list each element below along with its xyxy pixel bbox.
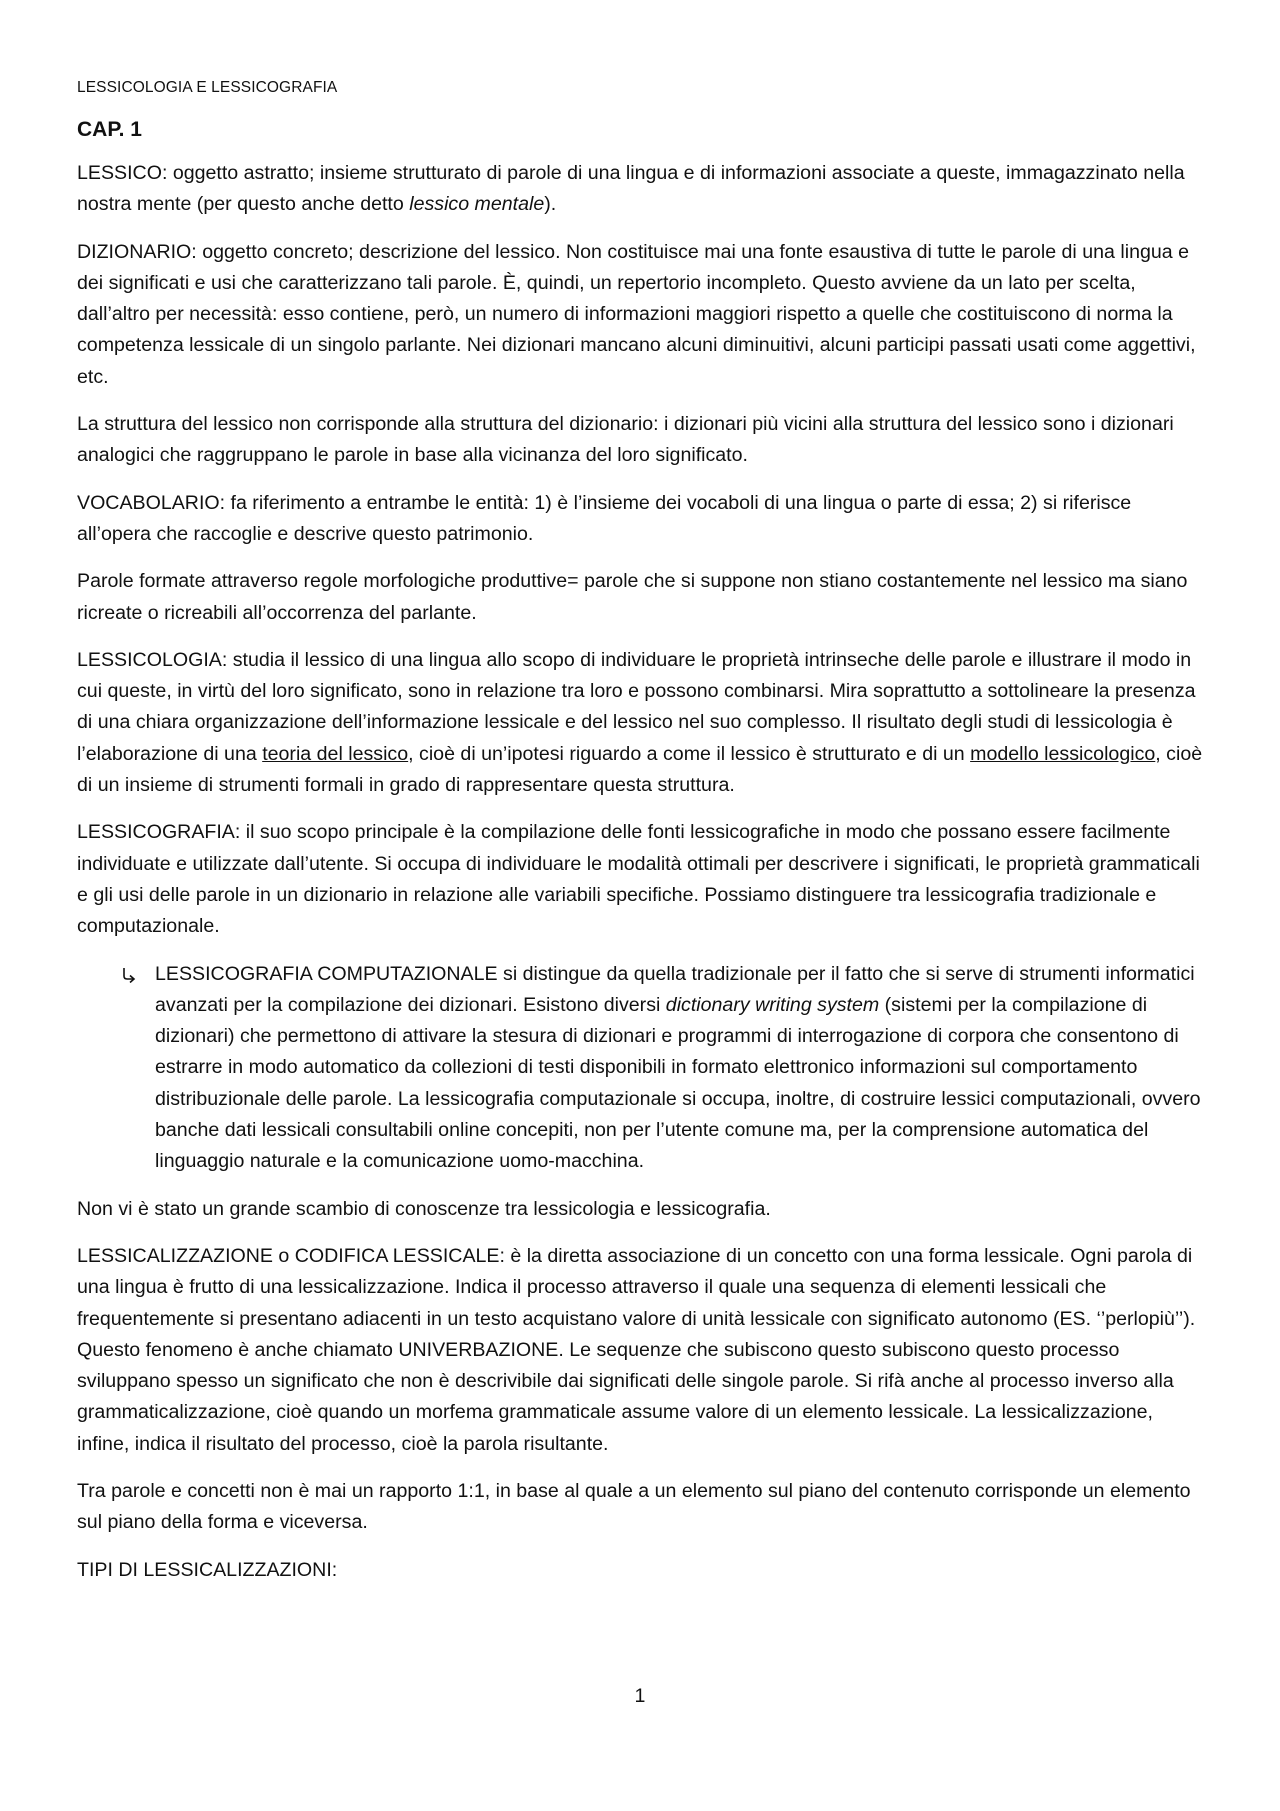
paragraph-rapporto: Tra parole e concetti non è mai un rapporto 1:1, in base al quale a un elemento sul piano del contenuto corrisponde un elemento sul piano della forma e viceversa. <box>77 1479 1191 1534</box>
page-number: 1 <box>634 1685 646 1707</box>
bullet-text <box>155 959 1205 1178</box>
paragraph-text: , cioè di un insieme di strumenti formali in grado di rappresentare questa struttura. <box>77 742 1203 797</box>
paragraph-struttura: La struttura del lessico non corrisponde alla struttura del dizionario: i dizionari più vicini alla struttura del lessico sono i dizionari analogici che raggruppano le parole in base alla vicinanza del loro significato. <box>77 413 1174 467</box>
paragraph-scambio: Non vi è stato un grande scambio di conoscenze tra lessicologia e lessicografia. <box>77 1197 771 1220</box>
paragraph-lessicalizzazione: LESSICALIZZAZIONE o CODIFICA LESSICALE: è la diretta associazione di un concetto con una forma lessicale. Ogni parola di una lingua è frutto di una lessicalizzazione. Indica il processo attraverso il quale una sequenza di elementi lessicali che frequentemente si presentano adiacenti in un testo acquistano valore di unità lessicale con significato autonomo (ES. ‘’perlopiù’’). Questo fenomeno è anche chiamato UNIVERBAZIONE. Le sequenze che subiscono questo subiscono questo processo sviluppano spesso un significato che non è descrivibile dai significati delle singole parole. Si rifà anche al processo inverso alla grammaticalizzazione, cioè quando un morfema grammaticale assume valore di un elemento lessicale. La lessicalizzazione, infine, indica il risultato del processo, cioè la parola risultante. <box>77 1244 1196 1455</box>
paragraph-text: ). <box>544 193 557 216</box>
paragraph-vocabolario: VOCABOLARIO: fa riferimento a entrambe le entità: 1) è l’insieme dei vocaboli di una lingua o parte di essa; 2) si riferisce all’opera che raccoglie e descrive questo patrimonio. <box>77 491 1132 545</box>
underlined-term: teoria del lessico <box>262 742 409 765</box>
chapter-title: CAP. 1 <box>77 118 142 141</box>
arrow-bullet-icon <box>121 967 137 983</box>
paragraph-parole-formate: Parole formate attraverso regole morfologiche produttive= parole che si suppone non stiano costantemente nel lessico ma siano ricreate o ricreabili all’occorrenza del parlante. <box>77 570 1188 624</box>
paragraph-text: LESSICO: oggetto astratto; insieme strutturato di parole di una lingua e di informazioni associate a queste, immagazzinato nella nostra mente (per questo anche detto <box>77 162 1185 216</box>
paragraph-text: , cioè di un’ipotesi riguardo a come il lessico è strutturato e di un <box>408 742 971 765</box>
paragraph-text: LESSICOLOGIA: studia il lessico di una lingua allo scopo di individuare le proprietà intrinseche delle parole e illustrare il modo in cui queste, in virtù del loro significato, sono in relazione tra loro e possono combinarsi. Mira soprattutto a sottolineare la presenza di una chiara organizzazione dell’informazione lessicale e del lessico nel suo complesso. Il risultato degli studi di lessicologia è l’elaborazione di una <box>77 648 1196 765</box>
paragraph-lessicografia: LESSICOGRAFIA: il suo scopo principale è la compilazione delle fonti lessicografiche in modo che possano essere facilmente individuate e utilizzate dall’utente. Si occupa di individuare le modalità ottimali per descrivere i significati, le proprietà grammaticali e gli usi delle parole in un dizionario in relazione alle variabili specifiche. Possiamo distinguere tra lessicografia tradizionale e computazionale. <box>77 821 1200 938</box>
paragraph-lessico <box>77 158 1205 221</box>
paragraph-text: LESSICOGRAFIA COMPUTAZIONALE si distingue da quella tradizionale per il fatto che si serve di strumenti informatici avanzati per la compilazione dei dizionari. Esistono diversi <box>155 962 1195 1016</box>
document-header: LESSICOLOGIA E LESSICOGRAFIA <box>77 79 338 96</box>
bullet-item <box>77 959 1205 1178</box>
paragraph-text: (sistemi per la compilazione di dizionari) che permettono di attivare la stesura di dizionari e programmi di interrogazione di corpora che consentono di estrarre in modo automatico da collezioni di testi disponibili in formato elettronico informazioni sul comportamento distribuzionale delle parole. La lessicografia computazionale si occupa, inoltre, di costruire lessici computazionali, ovvero banche dati lessicali consultabili online concepiti, non per l’utente comune ma, per la comprensione automatica del linguaggio naturale e la comunicazione uomo-macchina. <box>155 993 1201 1173</box>
document-page <box>77 78 1205 1602</box>
paragraph-dizionario: DIZIONARIO: oggetto concreto; descrizione del lessico. Non costituisce mai una fonte esaustiva di tutte le parole di una lingua e dei significati e usi che caratterizzano tali parole. È, quindi, un repertorio incompleto. Questo avviene da un lato per scelta, dall’altro per necessità: esso contiene, però, un numero di informazioni maggiori rispetto a quelle che costituiscono di norma la competenza lessicale di un singolo parlante. Nei dizionari mancano alcuni diminuitivi, alcuni participi passati usati come aggettivi, etc. <box>77 240 1196 388</box>
paragraph-tipi: TIPI DI LESSICALIZZAZIONI: <box>77 1558 338 1581</box>
italic-term: dictionary writing system <box>665 993 880 1016</box>
italic-term: lessico mentale <box>409 193 545 216</box>
paragraph-lessicologia <box>77 645 1205 801</box>
underlined-term: modello lessicologico <box>970 742 1156 765</box>
